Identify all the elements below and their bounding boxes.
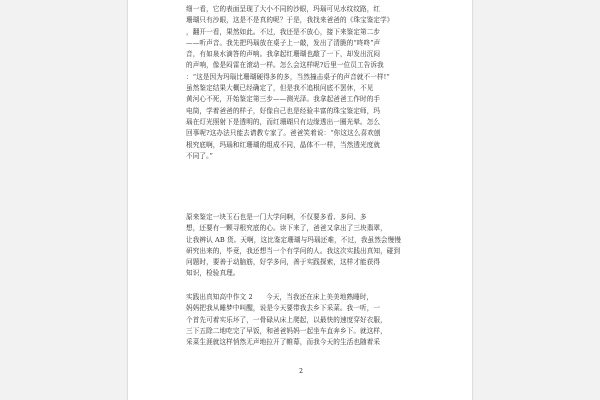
paragraph-1 — [186, 4, 418, 162]
text-line: ：“这是因为玛瑙比珊瑚硬得多的多，当然撞击桌子的声音就不一样!” — [186, 72, 390, 81]
text-line: 知识，检验真理。 — [186, 269, 240, 278]
text-line: 妈妈把我从睡梦中叫醒，说是今天要带我去乡下采菜。我一听，一 — [186, 304, 381, 313]
text-line: 的声响，像是闷雷在滚动一样。怎么会这样呢?后里一位员工告诉我 — [186, 61, 384, 70]
document-page — [128, 0, 472, 400]
text-line: 根究底啊，玛瑙和红珊瑚的组成不同，晶体不一样，当然透光度就 — [186, 140, 381, 149]
text-line: 三下五除二地吃完了早饭，和爸爸妈妈一起坐车直奔乡下。就这样， — [186, 326, 387, 335]
page-number: 2 — [299, 368, 303, 375]
text-line: 回事呢?这办法只能去请教专家了。爸爸笑着说：“你这这么喜欢刨 — [186, 129, 381, 138]
text-line: 实践出真知高中作文 2 今天，当我还在床上美美地熟睡时， — [186, 293, 374, 301]
paragraph-3 — [186, 292, 418, 348]
text-line: 音，有如泉水滴答的声响。我拿起红珊瑚也敲了一下，却发出沉闷 — [186, 50, 381, 59]
paragraph-2 — [186, 212, 418, 280]
text-line: 让我辨认 AB 货。天啊，这比鉴定珊瑚与玛瑙还难，不过，我虽然会慢慢 — [186, 235, 402, 244]
text-line: 想，还要有一颗寻根究底的心。读下来了，爸爸又拿出了三块翡翠， — [186, 224, 387, 233]
text-line: 瑙在灯光照射下是透明的，而红珊瑚只有边缘透出一圈光晕。怎么 — [186, 117, 381, 126]
text-line: 问题时，要善于动脑筋，好学多问，善于实践探索，这样才能获得 — [186, 258, 381, 267]
text-line: 研究出来的，毕竟，我还想当一个有学问的人。我这次实践出真知，碰到 — [186, 246, 401, 255]
text-line: 细一看，它的表面呈现了大小不同的沙眼，玛瑙可见水纹纹路，红 — [186, 5, 381, 13]
text-line: 虽然鉴定结果大概已经确定了，但是我不追根问底不罢休，不见 — [186, 84, 374, 93]
text-line: 不同了。” — [186, 151, 213, 160]
text-line: 电筒，学着爸爸的样子，好像自己也是经验丰富的珠宝鉴定师，玛 — [186, 106, 381, 115]
text-line: ——听声音。我先把玛瑙放在桌子上一敲，发出了清脆的“咚咚”声 — [186, 38, 381, 47]
text-line: 黄河心不死，开始鉴定第三步——测光泽。我拿起爸爸工作时的手 — [186, 95, 381, 104]
text-line: 采菜生涯就这样悄然无声地拉开了帷幕，而我今天的生活也随着采 — [186, 338, 381, 347]
text-line: ，翻开一看，果然如此。不过，我还是不放心，接下来鉴定第二步 — [186, 27, 381, 36]
text-line: 原来鉴定一块玉石也是一门大学问啊，不仅要多看、多问、多 — [186, 213, 367, 221]
text-line: 个首先可着实乐坏了，一骨碌从床上爬起，以最快的速度穿好衣服， — [186, 315, 387, 324]
text-line: 珊瑚只有沙眼，这是不是真的呢？于是，我找来爸爸的《珠宝鉴定学》 — [186, 16, 394, 25]
